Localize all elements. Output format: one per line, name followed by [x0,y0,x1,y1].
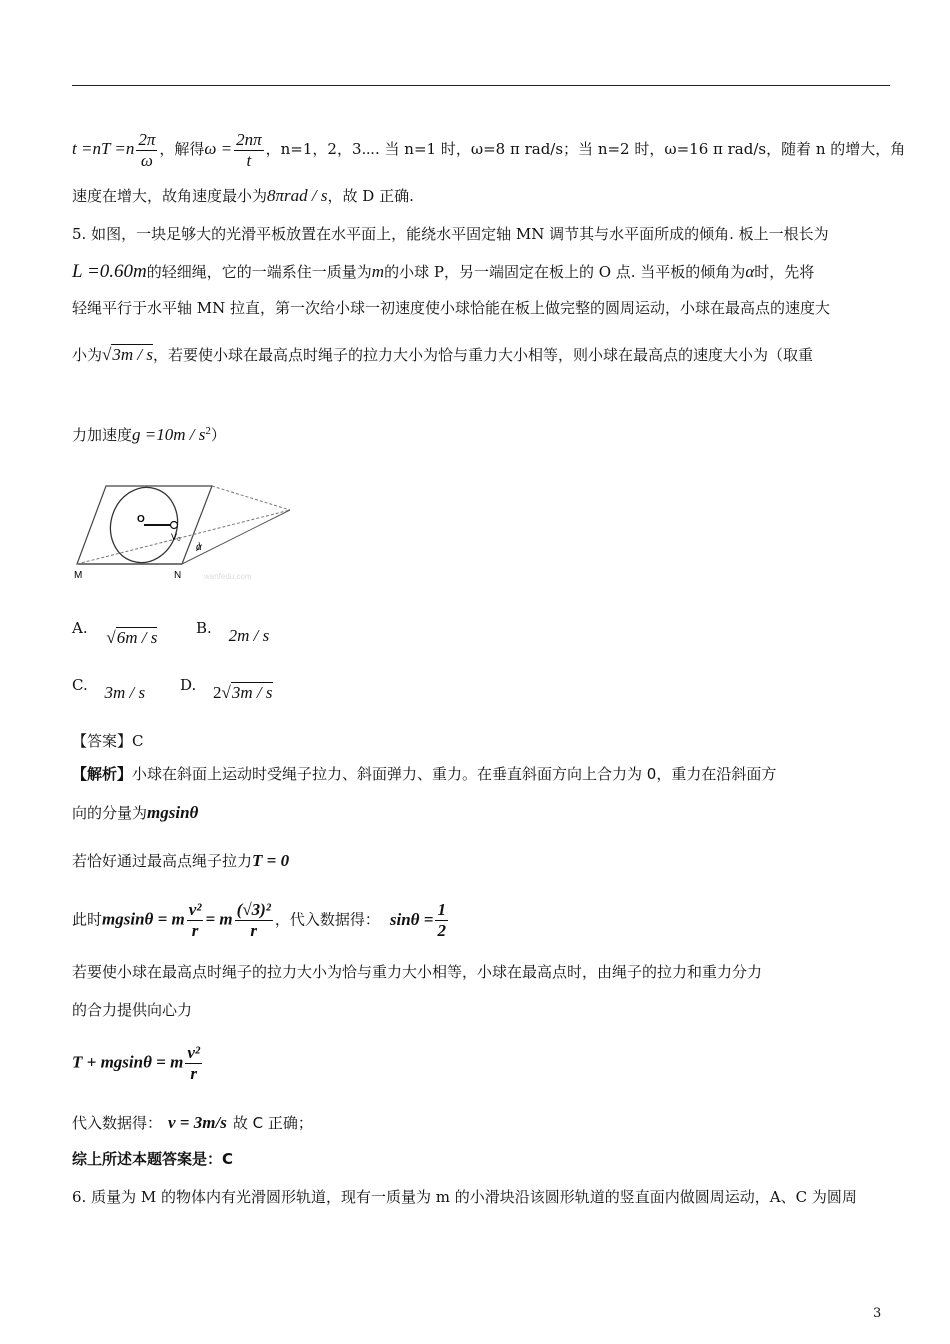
label-alpha: α [196,542,202,553]
option-c[interactable]: C. 3m / s [72,676,146,702]
question5-line1: 5. 如图，一块足够大的光滑平板放置在水平面上，能绕水平固定轴 MN 调节其与水平面所成的倾角. 板上一根长为 [72,225,829,243]
option-d[interactable]: D. 2√3m / s [180,676,273,702]
option-b[interactable]: B. 2m / s [196,619,270,645]
question5-line2: L =0.60m的轻细绳，它的一端系住一质量为m的小球 P，另一端固定在板上的 O 点. 当平板的倾角为α时，先将 [72,261,815,282]
fraction-2npi-t: $\frac{2n\pi}{t}$ [236,130,262,170]
label-m: M [74,570,83,581]
slope-edge [182,510,290,564]
analysis-line7: T + mgsinθ = m $\frac{\text{v²}}{r}$ [72,1043,200,1083]
label-o: O [137,514,145,525]
gravity-value: g =10m / s [132,425,206,444]
page-number: 3 [873,1306,882,1321]
header-rule [72,85,890,86]
option-a[interactable]: A. √6m / s [72,619,158,647]
analysis-line2: 向的分量为mgsinθ [72,803,199,822]
top-speed: 3m / s [112,345,153,364]
solution4-line2: 速度在增大，故角速度最小为8πrad / s，故 D 正确. [72,186,414,205]
equation-period: t =nT =n [72,139,135,159]
horizontal-plane-edge [212,486,290,510]
horizontal-plane-edge [77,510,290,564]
answer-value: C [132,732,144,750]
analysis-conclusion: 综上所述本题答案是：C [72,1150,234,1168]
analysis-line1: 【解析】小球在斜面上运动时受绳子拉力、斜面弹力、重力。在垂直斜面方向上合力为 0，重力在沿斜面方 [72,765,777,783]
analysis-line4: 此时mgsinθ = m $\frac{\text{v²}}{r}$ = m $\frac{\text{(√3)²}}{r}$ ，代入数据得： sinθ = $\frac{1}{2}$ [72,900,446,940]
analysis-line8: 代入数据得： v = 3m/s 故 C 正确； [72,1113,313,1132]
label-v0: V₀ [171,532,181,542]
equation-omega: ω = [204,139,233,159]
min-angular-velocity: 8πrad / s [267,186,328,205]
answer-line: 【答案】C [72,732,144,750]
question6-line1: 6. 质量为 M 的物体内有光滑圆形轨道，现有一质量为 m 的小滑块沿该圆形轨道的竖直面内做圆周运动，A、C 为圆周 [72,1188,857,1206]
watermark: wanfedu.com [204,572,252,581]
analysis-line5: 若要使小球在最高点时绳子的拉力大小为恰与重力大小相等，小球在最高点时，由绳子的拉力和重力分力 [72,963,763,981]
solution4-line1: t =nT =n $\frac{2\pi}{\omega}$ ，解得ω = $\frac{2n\pi}{t}$ ，n=1，2，3⋯. 当 n=1 时，ω=8 π rad/s；当 n=2 时，ω=16 π rad/s，随着 n 的增大，角 [72,130,906,170]
inclined-plane-figure [72,478,292,588]
question5-line3: 轻绳平行于水平轴 MN 拉直，第一次给小球一初速度使小球恰能在板上做完整的圆周运动，小球在最高点的速度大 [72,299,831,317]
question5-line5: 力加速度$g =10m / s^2$） [72,425,226,444]
fraction-2pi-omega: $\frac{2\pi}{\omega}$ [138,130,156,170]
rope-length: L =0.60m [72,261,147,282]
question5-line4: 小为√3m / s，若要使小球在最高点时绳子的拉力大小为恰与重力大小相等，则小球在最高点的速度大小为（取重 [72,345,813,364]
label-n: N [174,570,182,581]
ball-p [171,522,178,529]
analysis-line3: 若恰好通过最高点绳子拉力T = 0 [72,851,290,870]
analysis-line6: 的合力提供向心力 [72,1001,193,1019]
